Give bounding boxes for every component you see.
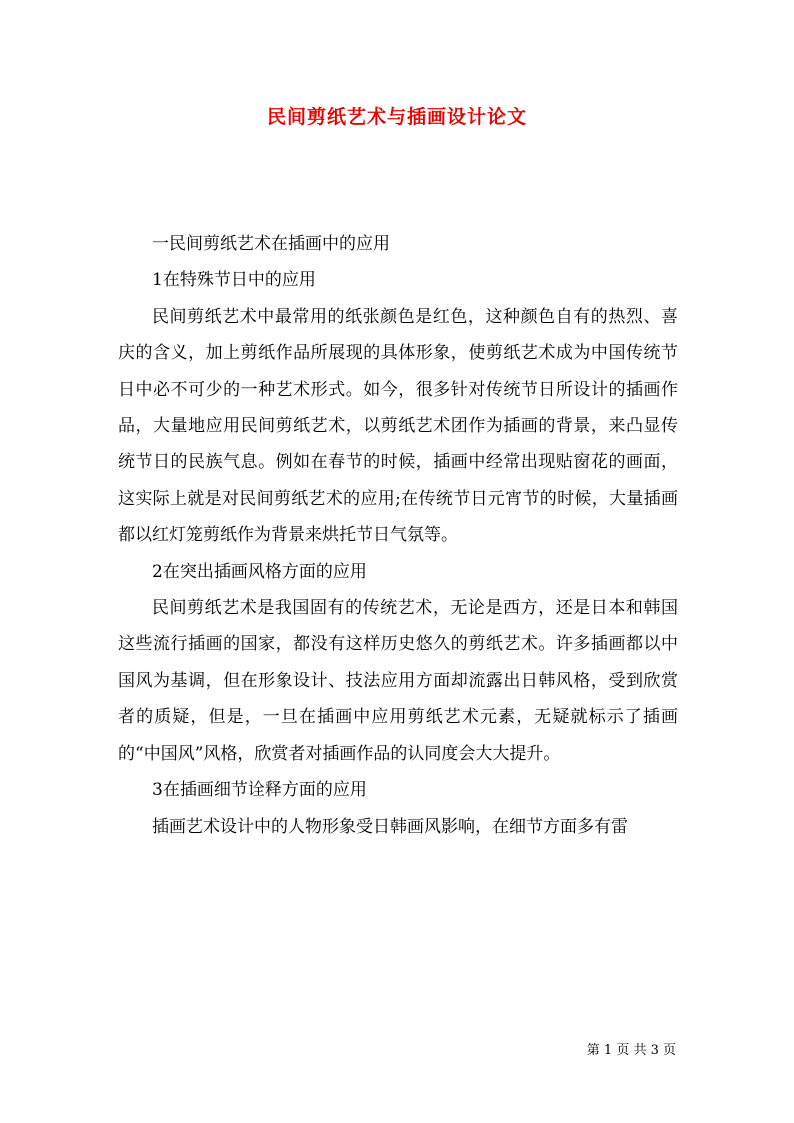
body-paragraph: 插画艺术设计中的人物形象受日韩画风影响，在细节方面多有雷 [152, 816, 628, 837]
subsection-heading: 3在插画细节诠释方面的应用 [152, 780, 367, 801]
subsection-heading: 2在突出插画风格方面的应用 [152, 561, 367, 582]
body-paragraph: 民间剪纸艺术中最常用的纸张颜色是红色，这种颜色自有的热烈、喜庆的含义，加上剪纸作品所展现的具体形象，使剪纸艺术成为中国传统节日中必不可少的一种艺术形式。如今，很多针对传统节日所设计的插画作品，大量地应用民间剪纸艺术，以剪纸艺术团作为插画的背景，来凸显传统节日的民族气息。例如在春节的时候，插画中经常出现贴窗花的画面，这实际上就是对民间剪纸艺术的应用;在传统节日元宵节的时候，大量插画都以红灯笼剪纸作为背景来烘托节日气氛等。 [118, 306, 678, 546]
page-number-footer: 第 1 页 共 3 页 [586, 1043, 676, 1058]
body-paragraph: 民间剪纸艺术是我国固有的传统艺术，无论是西方，还是日本和韩国这些流行插画的国家，都没有这样历史悠久的剪纸艺术。许多插画都以中国风为基调，但在形象设计、技法应用方面却流露出日韩风格，受到欣赏者的质疑，但是，一旦在插画中应用剪纸艺术元素，无疑就标示了插画的“中国风”风格，欣赏者对插画作品的认同度会大大提升。 [118, 598, 678, 764]
document-body [118, 226, 678, 845]
section-heading: 一民间剪纸艺术在插画中的应用 [152, 234, 390, 254]
document-title: 民间剪纸艺术与插画设计论文 [266, 106, 527, 128]
subsection-heading: 1在特殊节日中的应用 [152, 270, 316, 291]
